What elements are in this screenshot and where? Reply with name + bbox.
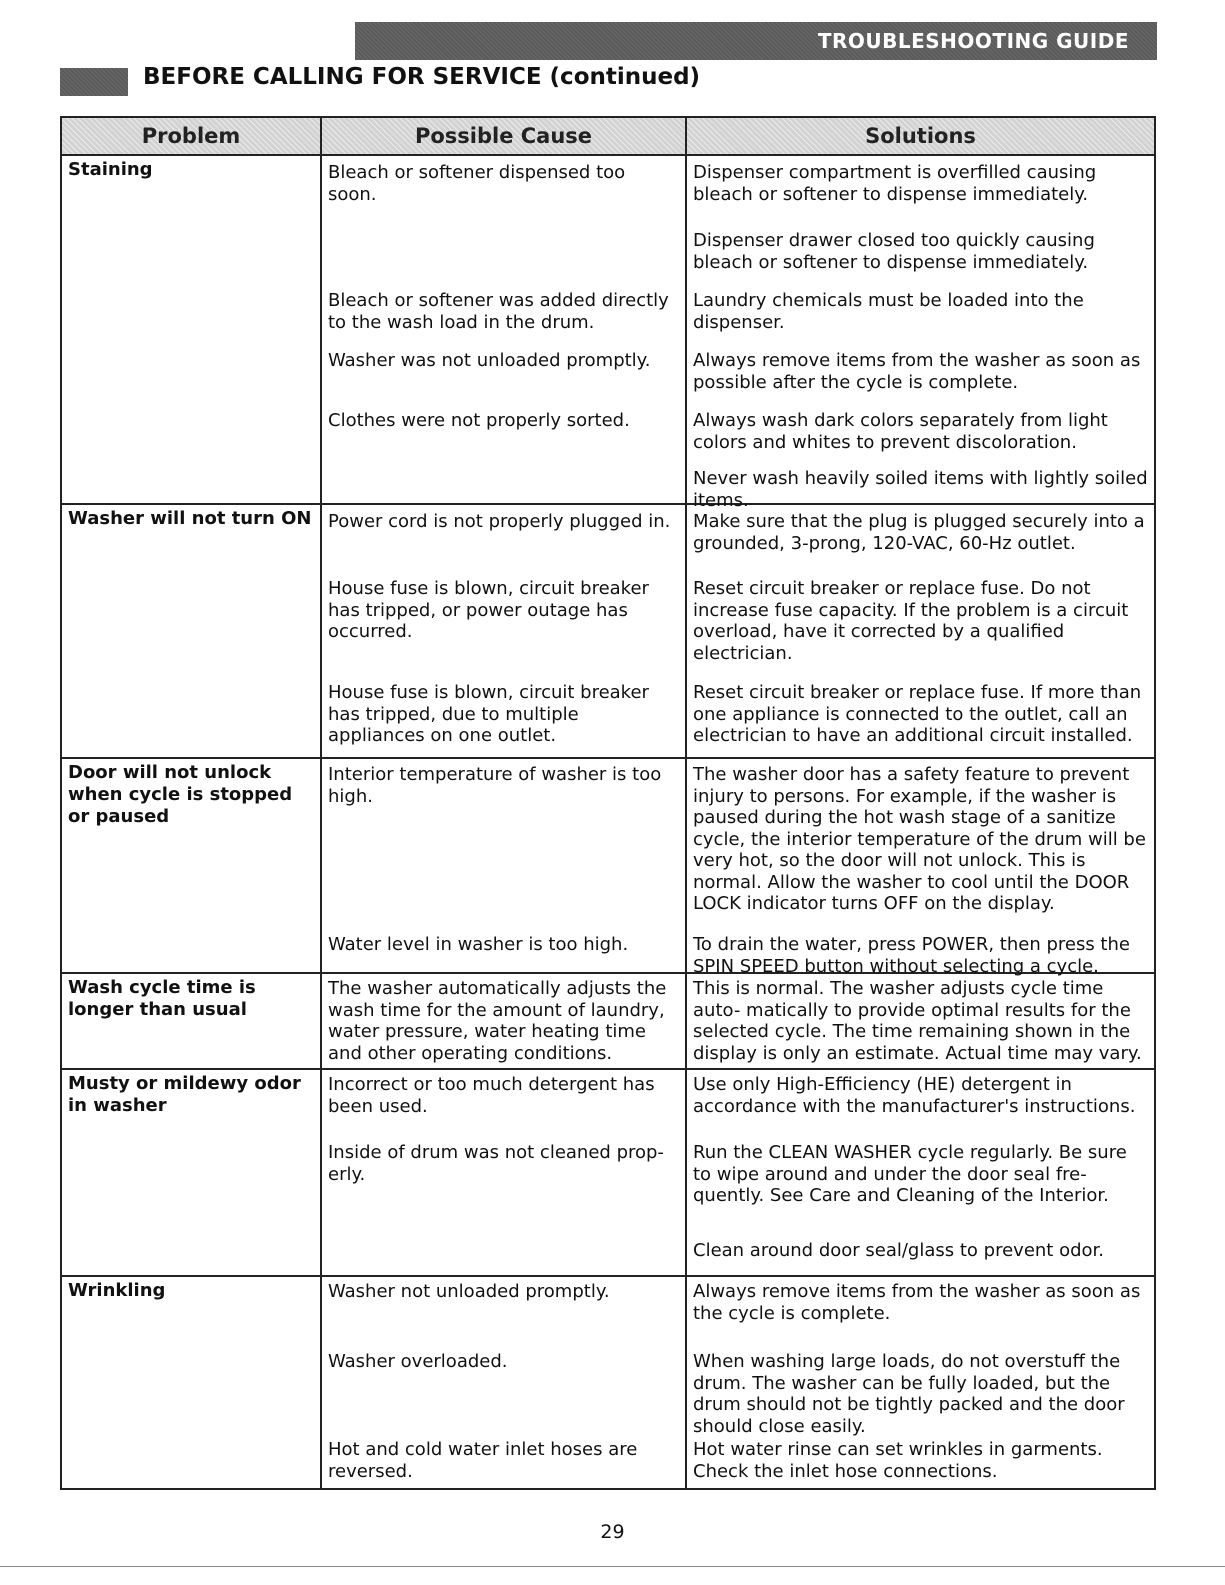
page-number: 29 [600,1521,625,1543]
section-title: BEFORE CALLING FOR SERVICE (continued) [143,64,701,90]
problem-cell: Wrinkling [61,1276,321,1489]
solution-cell [686,1276,1155,1489]
problem-cell: Washer will not turn ON [61,504,321,758]
solution-text: Reset circuit breaker or replace fuse. If more than one appliance is connected to the outlet, call an electrician to have an additional circuit installed. [693,682,1142,746]
solution-text: Dispenser compartment is overfilled causing bleach or softener to dispense immediately. [693,162,1097,205]
banner-text: TROUBLESHOOTING GUIDE [817,29,1129,53]
possible-cause-text: Washer not unloaded promptly. [328,1281,610,1302]
solution-text: Always wash dark colors separately from light colors and whites to prevent discoloration. [693,410,1108,453]
solution-cell [686,973,1155,1069]
section-marker-block [60,68,128,96]
possible-cause-text: Washer was not unloaded promptly. [328,350,651,371]
problem-cell: Staining [61,155,321,504]
possible-cause-text: Bleach or softener dispensed too soon. [328,162,626,205]
possible-cause-cell [321,504,686,758]
possible-cause-text: House fuse is blown, circuit breaker has tripped, or power outage has occurred. [328,578,649,642]
possible-cause-cell [321,155,686,504]
table-header-row [61,117,1155,155]
problem-cell: Wash cycle time is longer than usual [61,973,321,1069]
solution-text: To drain the water, press POWER, then press the SPIN SPEED button without selecting a cycle. [693,934,1130,977]
solution-text: This is normal. The washer adjusts cycle time auto- matically to provide optimal results for the selected cycle. The time remaining shown in the display is only an estimate. Actual time may vary. [693,978,1142,1064]
header-possible-cause: Possible Cause [321,117,686,155]
table-row [61,1069,1155,1276]
possible-cause-cell [321,1276,686,1489]
possible-cause-text: The washer automatically adjusts the wash time for the amount of laundry, water pressure, water heating time and other operating conditions. [328,978,667,1064]
table-row [61,504,1155,758]
solution-text: When washing large loads, do not overstuff the drum. The washer can be fully loaded, but the drum should not be tightly packed and the door should close easily. [693,1351,1125,1437]
solution-text: Laundry chemicals must be loaded into the dispenser. [693,290,1084,333]
solution-text: Use only High-Efficiency (HE) detergent in accordance with the manufacturer's instructions. [693,1074,1136,1117]
solution-cell [686,1069,1155,1276]
table-row [61,973,1155,1069]
possible-cause-text: Clothes were not properly sorted. [328,410,630,431]
table-row [61,1276,1155,1489]
table-row [61,758,1155,973]
possible-cause-text: Interior temperature of washer is too high. [328,764,662,807]
solution-text: Always remove items from the washer as soon as possible after the cycle is complete. [693,350,1141,393]
solution-text: Dispenser drawer closed too quickly causing bleach or softener to dispense immediately. [693,230,1095,273]
problem-cell: Musty or mildewy odor in washer [61,1069,321,1276]
header-problem: Problem [61,117,321,155]
solution-text: Always remove items from the washer as soon as the cycle is complete. [693,1281,1141,1324]
possible-cause-cell [321,1069,686,1276]
solution-text: Make sure that the plug is plugged securely into a grounded, 3-prong, 120-VAC, 60-Hz outlet. [693,511,1145,554]
solution-text: Reset circuit breaker or replace fuse. Do not increase fuse capacity. If the problem is a circuit overload, have it corrected by a qualified electrician. [693,578,1129,664]
possible-cause-text: Hot and cold water inlet hoses are reversed. [328,1439,638,1482]
possible-cause-cell [321,973,686,1069]
solution-cell [686,758,1155,977]
troubleshooting-table [60,116,1156,1490]
possible-cause-text: House fuse is blown, circuit breaker has tripped, due to multiple appliances on one outlet. [328,682,649,746]
solution-cell [686,155,1155,511]
solution-text: Hot water rinse can set wrinkles in garments. Check the inlet hose connections. [693,1439,1103,1482]
solution-cell [686,504,1155,758]
table-row [61,155,1155,504]
possible-cause-text: Water level in washer is too high. [328,934,629,955]
possible-cause-cell [321,758,686,973]
possible-cause-text: Bleach or softener was added directly to the wash load in the drum. [328,290,669,333]
bottom-divider [0,1566,1225,1567]
solution-text: The washer door has a safety feature to prevent injury to persons. For example, if the washer is paused during the hot wash stage of a sanitize cycle, the interior temperature of the drum will be very hot, so the door will not unlock. This is normal. Allow the washer to cool until the DOOR LOCK indicator turns OFF on the display. [693,764,1146,914]
solution-text: Run the CLEAN WASHER cycle regularly. Be sure to wipe around and under the door seal fre- quently. See Care and Cleaning of the Interior. [693,1142,1127,1206]
possible-cause-text: Incorrect or too much detergent has been used. [328,1074,655,1117]
solution-text: Never wash heavily soiled items with lightly soiled items. [693,468,1148,511]
possible-cause-text: Power cord is not properly plugged in. [328,511,671,532]
problem-cell: Door will not unlock when cycle is stopped or paused [61,758,321,973]
possible-cause-text: Washer overloaded. [328,1351,508,1372]
section-banner [355,22,1157,60]
header-solutions: Solutions [686,117,1155,155]
possible-cause-text: Inside of drum was not cleaned prop- erly. [328,1142,664,1185]
solution-text: Clean around door seal/glass to prevent odor. [693,1240,1105,1261]
